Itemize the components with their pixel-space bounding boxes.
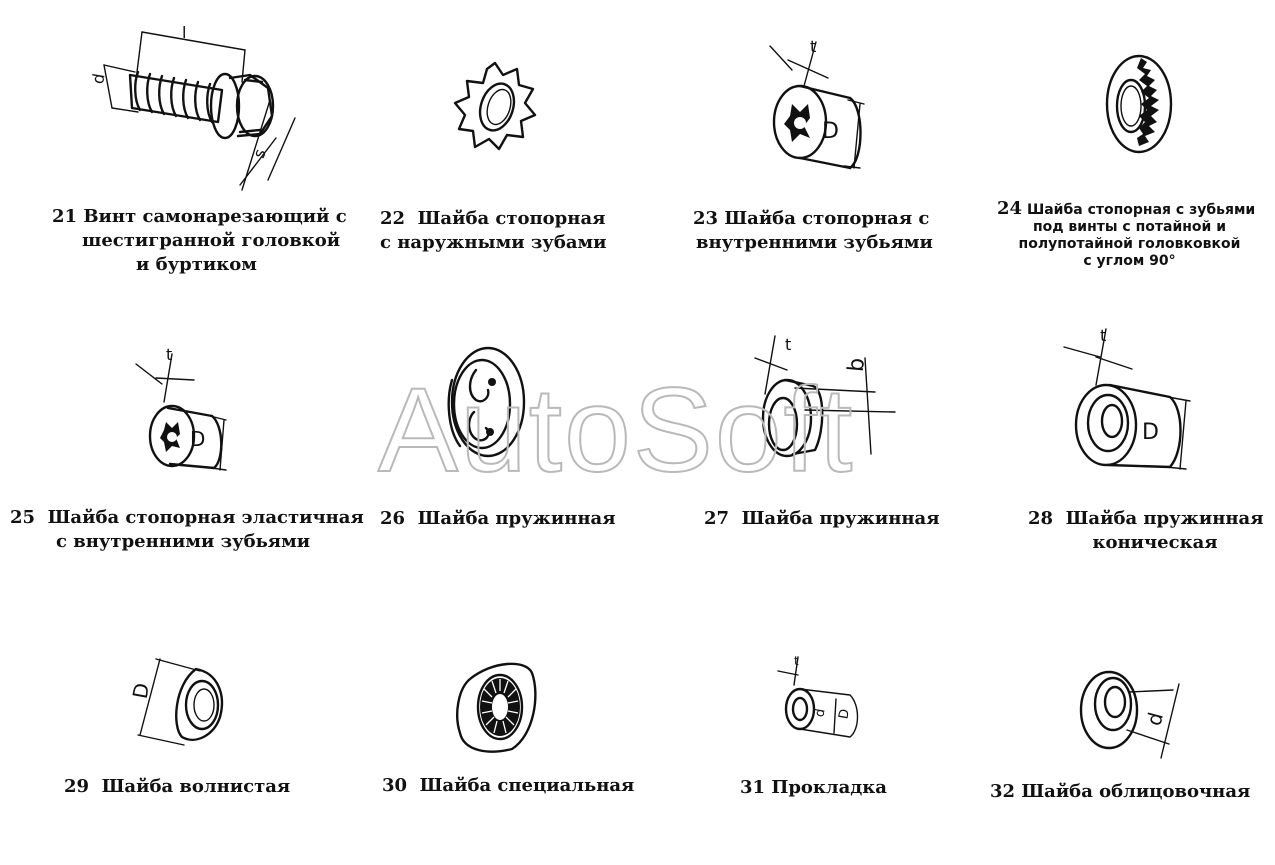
- caption-27: [704, 507, 944, 531]
- caption-line: под винты с потайной и: [1032, 219, 1227, 235]
- figure-29-wave-washer: [127, 655, 240, 750]
- caption-line: Шайба специальная: [419, 775, 635, 796]
- dim-label-d: d: [812, 707, 829, 719]
- caption-number: 28: [1028, 508, 1054, 529]
- dim-label-D: D: [127, 681, 155, 701]
- dim-label-D: D: [1142, 420, 1159, 445]
- dim-label-D: D: [190, 427, 206, 451]
- caption-31: [740, 776, 900, 800]
- caption-line: и буртиком: [136, 254, 257, 275]
- caption-26: [380, 507, 620, 531]
- caption-22: [380, 207, 607, 255]
- caption-line: Шайба пружинная: [741, 508, 940, 529]
- dim-label-t: t: [785, 335, 792, 354]
- caption-line: Шайба стопорная с: [724, 208, 930, 229]
- watermark: AutoSoft: [378, 363, 855, 497]
- dim-label-d: d: [88, 71, 109, 86]
- caption-number: 32: [990, 781, 1016, 802]
- caption-line: Шайба облицовочная: [1021, 781, 1251, 802]
- figure-30-special-washer: [452, 655, 542, 760]
- caption-number: 27: [704, 508, 730, 529]
- caption-line: Шайба пружинная: [417, 508, 616, 529]
- caption-line: Прокладка: [771, 777, 887, 798]
- caption-line: Шайба пружинная: [1065, 508, 1264, 529]
- dim-label-t: t: [1100, 326, 1107, 345]
- caption-line: с наружными зубами: [380, 232, 607, 253]
- caption-25: [10, 506, 364, 554]
- caption-21: [52, 205, 347, 277]
- caption-number: 25: [10, 507, 36, 528]
- caption-line: Шайба стопорная: [417, 208, 606, 229]
- caption-line: шестигранной головкой: [82, 230, 341, 251]
- caption-line: Шайба стопорная эластичная: [47, 507, 364, 528]
- dim-label-t: t: [794, 654, 799, 668]
- figure-21-self-tapping-screw: [90, 20, 310, 200]
- dim-label-D: D: [836, 707, 853, 721]
- figure-23-internal-tooth-washer: [760, 38, 890, 178]
- caption-line: с внутренними зубьями: [56, 531, 311, 552]
- dim-label-b: b: [843, 356, 871, 373]
- caption-29: [64, 775, 294, 799]
- caption-23: [693, 207, 933, 255]
- figure-32-cup-washer: [1075, 660, 1185, 765]
- caption-32: [990, 780, 1250, 804]
- caption-line: Винт самонарезающий с: [83, 206, 347, 227]
- caption-number: 30: [382, 775, 408, 796]
- figure-31-gasket: [770, 655, 870, 745]
- caption-number: 22: [380, 208, 406, 229]
- dim-label-d: d: [1141, 709, 1168, 729]
- figure-24-countersunk-tooth-washer: [1095, 42, 1190, 162]
- figure-22-external-tooth-washer: [445, 55, 545, 160]
- caption-number: 24: [997, 198, 1023, 219]
- caption-line: коническая: [1092, 532, 1218, 553]
- caption-30: [382, 774, 635, 798]
- caption-line: Шайба стопорная с зубьями: [1026, 202, 1256, 218]
- caption-line: Шайба волнистая: [101, 776, 291, 797]
- caption-number: 26: [380, 508, 406, 529]
- dim-label-t: t: [166, 345, 173, 364]
- dim-label-s: s: [248, 146, 270, 161]
- caption-number: 31: [740, 777, 766, 798]
- caption-number: 29: [64, 776, 90, 797]
- caption-line: полупотайной головковкой: [1018, 236, 1241, 252]
- caption-number: 23: [693, 208, 719, 229]
- caption-28: [1028, 507, 1264, 555]
- dim-label-t: t: [810, 37, 817, 56]
- dim-label-l: l: [182, 23, 187, 42]
- caption-line: с углом 90°: [1083, 253, 1176, 269]
- caption-number: 21: [52, 206, 78, 227]
- figure-25-elastic-lock-washer: [132, 345, 242, 475]
- caption-24: [997, 200, 1262, 270]
- caption-line: внутренними зубьями: [696, 232, 933, 253]
- figure-28-conical-spring-washer: [1060, 325, 1200, 475]
- dim-label-D: D: [822, 119, 839, 144]
